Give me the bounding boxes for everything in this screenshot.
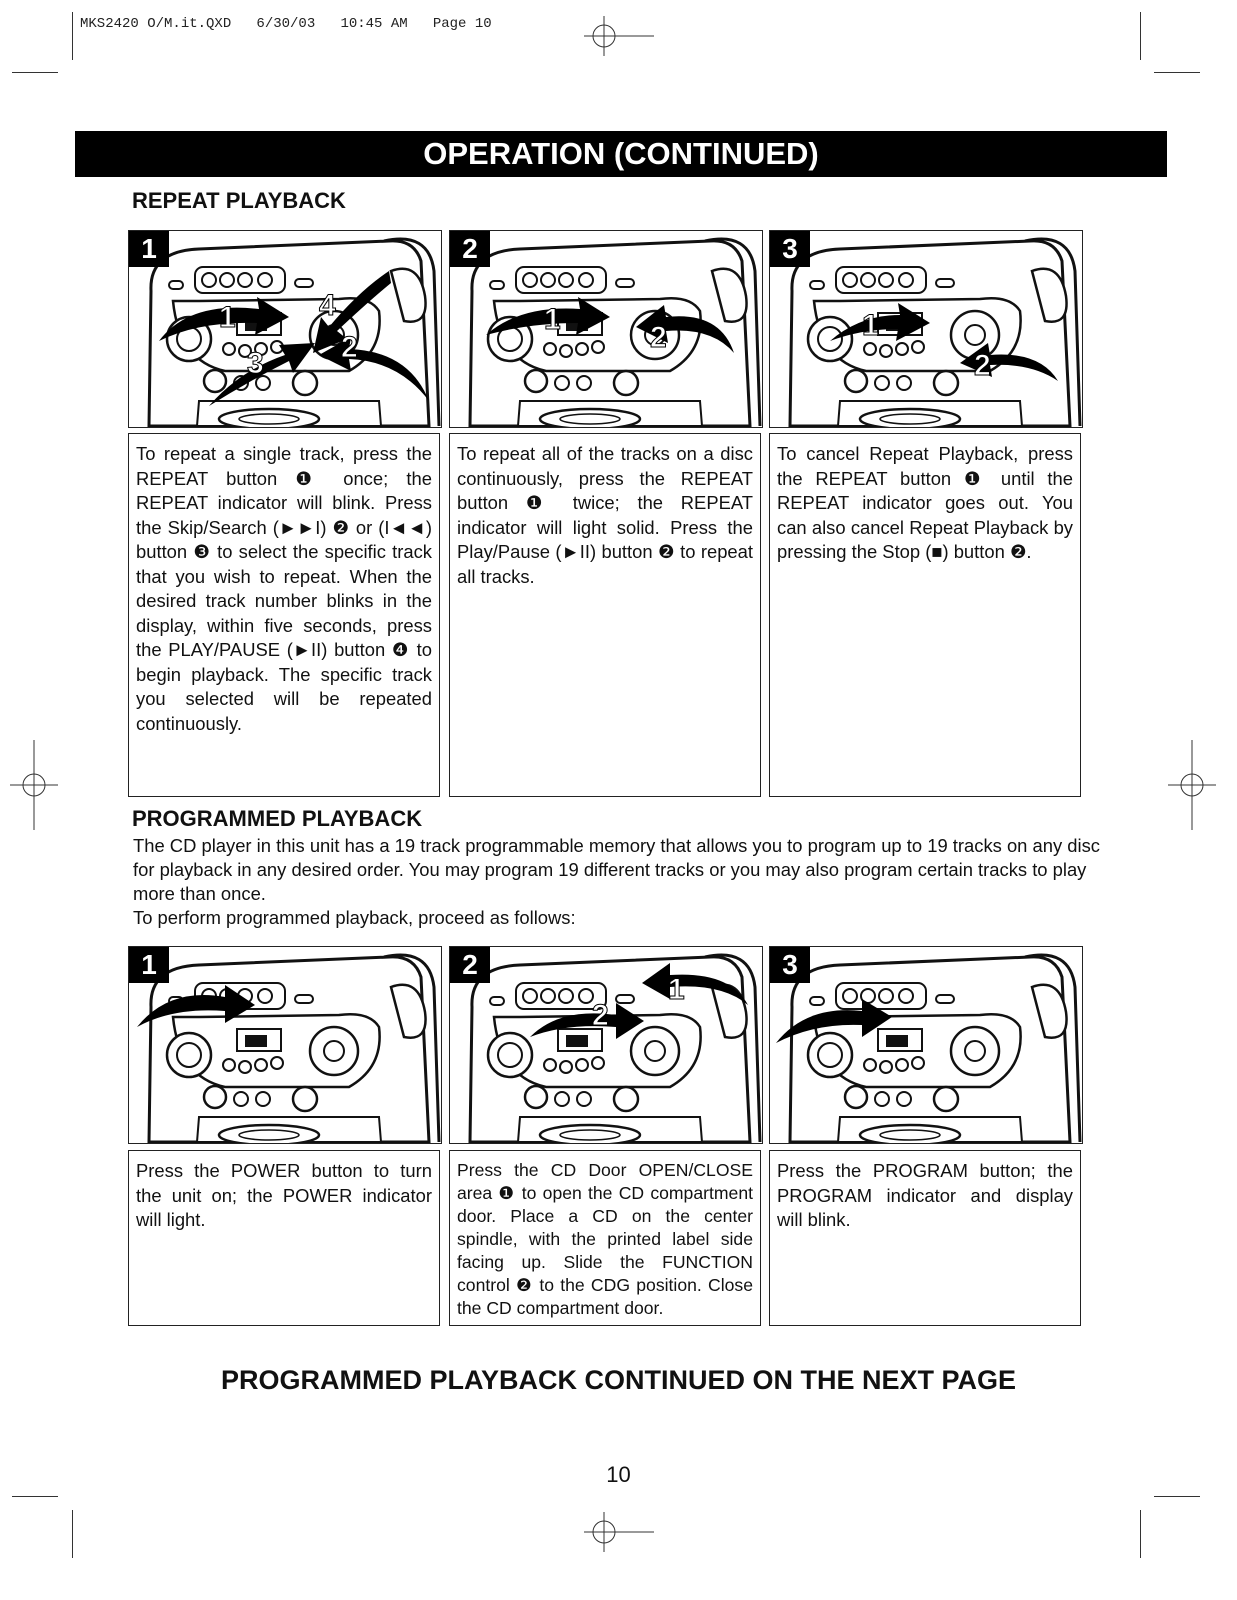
crop-mark <box>72 1510 73 1558</box>
repeat-step-3-text: To cancel Repeat Playback, press the REPEAT button ❶ until the REPEAT indicator goes out. You can also cancel Repeat Playback by pressing the Stop (■) button ❷. <box>769 433 1081 797</box>
programmed-step-3-text: Press the PROGRAM button; the PROGRAM indicator and display will blink. <box>769 1150 1081 1326</box>
step-number-badge: 1 <box>129 231 169 267</box>
cd-player-illustration <box>770 231 1082 427</box>
programmed-step-3-illustration <box>769 946 1083 1144</box>
crop-mark <box>1140 12 1141 60</box>
file-slug: MKS2420 O/M.it.QXD 6/30/03 10:45 AM Page 10 <box>80 16 492 32</box>
crop-mark <box>12 72 58 73</box>
registration-mark-icon <box>584 1512 654 1552</box>
registration-mark-icon <box>1168 740 1216 830</box>
cd-player-illustration <box>450 947 762 1143</box>
cd-player-illustration <box>450 231 762 427</box>
step-number-badge: 2 <box>450 947 490 983</box>
programmed-step-1-illustration <box>128 946 442 1144</box>
programmed-step-1-text: Press the POWER button to turn the unit on; the POWER indicator will light. <box>128 1150 440 1326</box>
crop-mark <box>1154 1496 1200 1497</box>
callout-number: 1 <box>544 303 561 336</box>
callout-number: 2 <box>650 321 667 354</box>
step-number-badge: 1 <box>129 947 169 983</box>
continued-notice: PROGRAMMED PLAYBACK CONTINUED ON THE NEXT PAGE <box>220 1365 1017 1395</box>
registration-mark-icon <box>10 740 58 830</box>
callout-number: 1 <box>219 301 236 334</box>
repeat-step-1-illustration <box>128 230 442 428</box>
repeat-step-1-text: To repeat a single track, press the REPEAT button ❶ once; the REPEAT indicator will blink. Press the Skip/Search (►►I) ❷ or (I◄◄) button ❸ to select the specific track that you wish to repeat. When the desired track number blinks in the display, within five seconds, press the PLAY/PAUSE (►II) button ❹ to begin playback. The specific track you selected will be repeated continuously. <box>128 433 440 797</box>
callout-number: 1 <box>862 309 879 342</box>
step-number-badge: 3 <box>770 947 810 983</box>
programmed-step-2-text: Press the CD Door OPEN/CLOSE area ❶ to open the CD compartment door. Place a CD on the center spindle, with the printed label side facing up. Slide the FUNCTION control ❷ to the CDG position. Close the CD compartment door. <box>449 1150 761 1326</box>
callout-number: 3 <box>247 347 264 380</box>
page-number: 10 <box>606 1462 631 1487</box>
callout-number: 1 <box>668 973 685 1006</box>
section-heading-repeat: REPEAT PLAYBACK <box>132 188 346 213</box>
registration-mark-icon <box>584 16 654 56</box>
callout-number: 2 <box>341 331 358 364</box>
page-title-banner: OPERATION (CONTINUED) <box>75 131 1167 177</box>
step-number-badge: 3 <box>770 231 810 267</box>
crop-mark <box>1154 72 1200 73</box>
cd-player-illustration <box>129 947 441 1143</box>
section-heading-programmed: PROGRAMMED PLAYBACK <box>132 806 423 831</box>
programmed-intro: The CD player in this unit has a 19 track programmable memory that allows you to program up to 19 tracks on any disc for playback in any desired order. You may program 19 different tracks or you may also program certain tracks to play more than once. <box>133 835 1100 904</box>
callout-number: 4 <box>319 289 336 322</box>
crop-mark <box>72 12 73 60</box>
callout-number: 2 <box>592 999 609 1032</box>
repeat-step-2-text: To repeat all of the tracks on a disc continuously, press the REPEAT button ❶ twice; the REPEAT indicator will light solid. Press the Play/Pause (►II) button ❷ to repeat all tracks. <box>449 433 761 797</box>
programmed-step-2-illustration <box>449 946 763 1144</box>
callout-number: 2 <box>974 349 991 382</box>
programmed-intro-instruction: To perform programmed playback, proceed as follows: <box>133 907 576 928</box>
crop-mark <box>12 1496 58 1497</box>
step-number-badge: 2 <box>450 231 490 267</box>
repeat-step-3-illustration <box>769 230 1083 428</box>
cd-player-illustration <box>770 947 1082 1143</box>
cd-player-illustration <box>129 231 441 427</box>
crop-mark <box>1140 1510 1141 1558</box>
repeat-step-2-illustration <box>449 230 763 428</box>
